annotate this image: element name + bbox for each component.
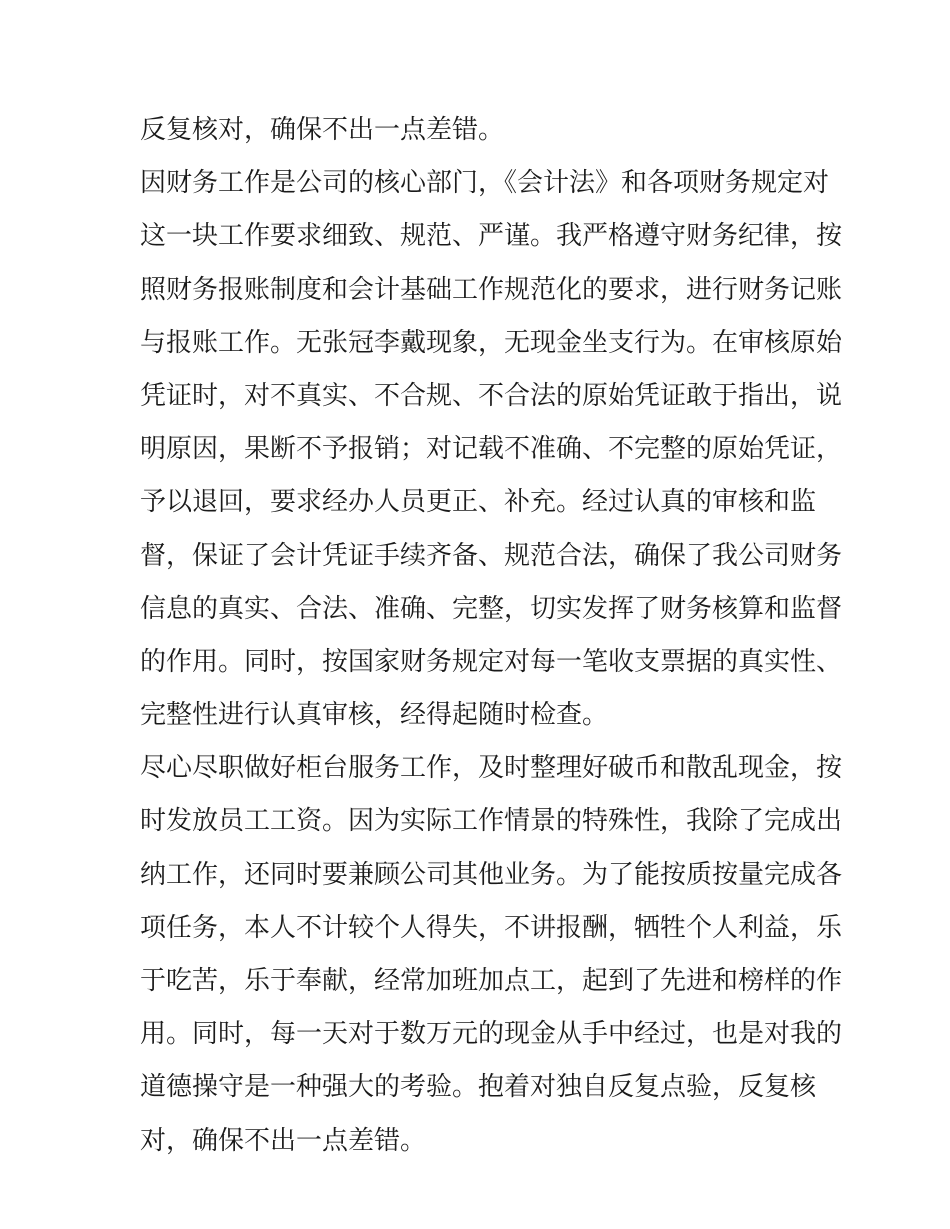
text-line: 凭证时，对不真实、不合规、不合法的原始凭证敢于指出，说 (140, 380, 843, 411)
text-line: 纳工作，还同时要兼顾公司其他业务。为了能按质按量完成各 (140, 859, 843, 890)
text-line: 完整性进行认真审核，经得起随时检查。 (140, 700, 609, 731)
body-text (140, 110, 843, 1174)
text-line: 用。同时，每一天对于数万元的现金从手中经过，也是对我的 (140, 1019, 843, 1050)
text-line: 对，确保不出一点差错。 (140, 1125, 427, 1156)
text-line: 反复核对，确保不出一点差错。 (140, 115, 505, 145)
text-line: 与报账工作。无张冠李戴现象，无现金坐支行为。在审核原始 (140, 327, 843, 358)
text-line: 因财务工作是公司的核心部门，《会计法》和各项财务规定对 (140, 168, 830, 199)
text-line: 于吃苦，乐于奉献，经常加班加点工，起到了先进和榜样的作 (140, 966, 843, 996)
text-line: 照财务报账制度和会计基础工作规范化的要求，进行财务记账 (140, 274, 843, 305)
text-line: 督，保证了会计凭证手续齐备、规范合法，确保了我公司财务 (140, 540, 843, 571)
text-line: 项任务，本人不计较个人得失，不讲报酬，牺牲个人利益，乐 (140, 912, 843, 943)
text-line: 的作用。同时，按国家财务规定对每一笔收支票据的真实性、 (140, 646, 843, 677)
text-line: 时发放员工工资。因为实际工作情景的特殊性，我除了完成出 (140, 806, 843, 837)
text-line: 予以退回，要求经办人员更正、补充。经过认真的审核和监 (140, 487, 817, 518)
text-line: 这一块工作要求细致、规范、严谨。我严格遵守财务纪律，按 (140, 221, 843, 252)
text-line: 道德操守是一种强大的考验。抱着对独自反复点验，反复核 (140, 1072, 817, 1103)
text-line: 明原因，果断不予报销；对记载不准确、不完整的原始凭证， (140, 434, 843, 465)
text-line: 信息的真实、合法、准确、完整，切实发挥了财务核算和监督 (140, 593, 843, 624)
text-line: 尽心尽职做好柜台服务工作，及时整理好破币和散乱现金，按 (140, 753, 843, 784)
